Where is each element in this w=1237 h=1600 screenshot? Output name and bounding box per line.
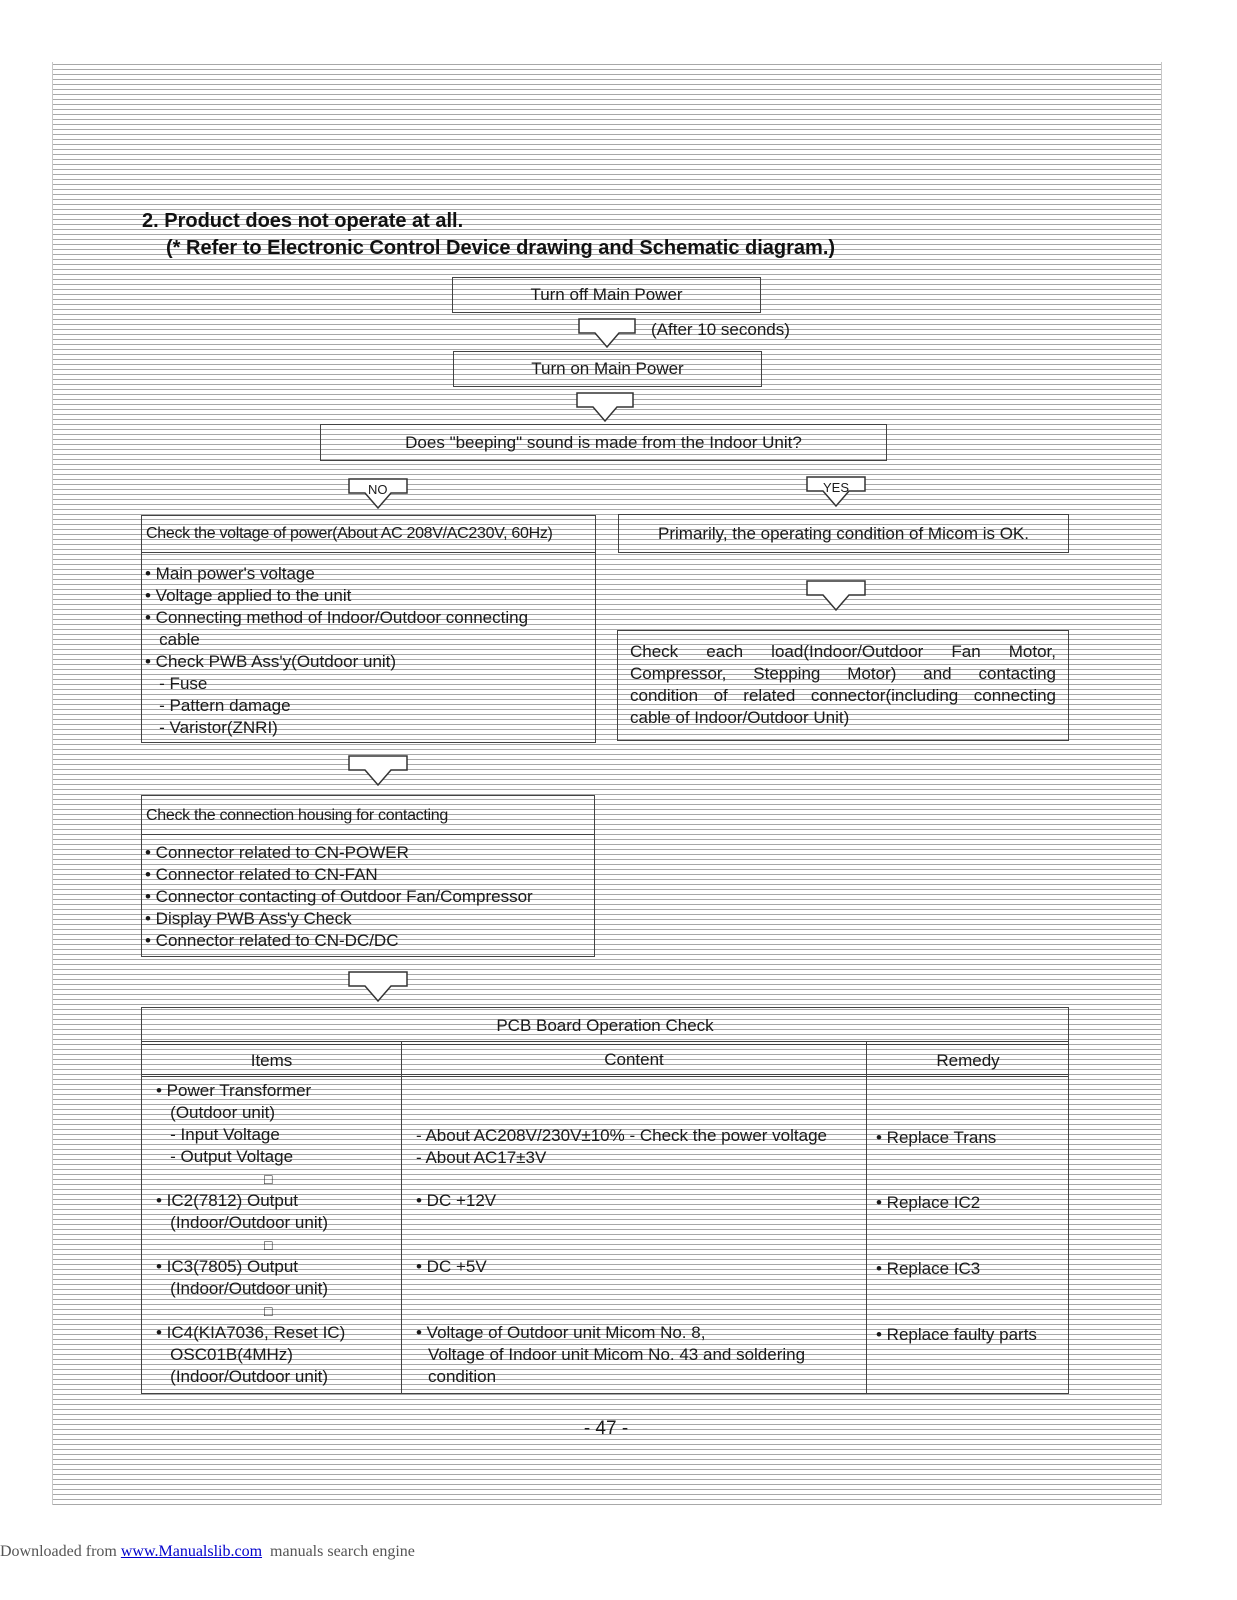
list-item: • Main power's voltage [145, 564, 315, 583]
beeping-question-text: Does "beeping" sound is made from the Indoor Unit? [405, 432, 802, 452]
table-item-line: □ [264, 1237, 273, 1253]
table-item-line: (Indoor/Outdoor unit) [156, 1279, 328, 1298]
ic4-content-3: condition [428, 1367, 497, 1386]
load-check-line: Compressor, Stepping Motor) and contacting [630, 664, 1056, 683]
beeping-question-box [320, 424, 887, 461]
down-arrow-icon [345, 752, 411, 788]
download-footer [0, 1543, 415, 1561]
list-item: • Connector related to CN-POWER [145, 843, 409, 862]
items-column [156, 1080, 396, 1388]
table-item-line: (Outdoor unit) [156, 1103, 276, 1122]
trans-content-2: - About AC17±3V [416, 1148, 547, 1167]
list-item: - Fuse [145, 674, 208, 693]
voltage-check-box [141, 515, 596, 743]
down-arrow-icon [575, 317, 639, 350]
section-subheading: (* Refer to Electronic Control Device drawing and Schematic diagram.) [166, 237, 836, 259]
list-item: • Voltage applied to the unit [145, 586, 352, 605]
list-item: • Connector related to CN-DC/DC [145, 931, 399, 950]
connection-check-box [141, 795, 595, 957]
ic2-content: • DC +12V [416, 1191, 497, 1210]
load-check-box [617, 630, 1069, 741]
table-item-line: • IC4(KIA7036, Reset IC) [156, 1323, 346, 1342]
page-number: - 47 - [583, 1418, 629, 1439]
table-item-line: □ [264, 1171, 273, 1187]
footer-suffix: manuals search engine [262, 1543, 415, 1560]
no-label: NO [368, 482, 388, 497]
micom-ok-box [618, 514, 1069, 553]
turn-off-power-text: Turn off Main Power [530, 285, 683, 304]
down-arrow-icon [345, 968, 411, 1004]
pcb-table-title: PCB Board Operation Check [496, 1016, 714, 1035]
table-item-line: (Indoor/Outdoor unit) [156, 1367, 328, 1386]
header-items: Items [250, 1051, 293, 1070]
down-arrow-icon [803, 577, 869, 613]
table-item-line: OSC01B(4MHz) [156, 1345, 293, 1364]
turn-off-power-box [452, 277, 761, 313]
table-item-line: - Input Voltage [156, 1125, 280, 1144]
list-item: • Connector contacting of Outdoor Fan/Compressor [145, 887, 533, 906]
list-item: - Pattern damage [145, 696, 291, 715]
turn-on-power-box [453, 351, 762, 387]
list-item: - Varistor(ZNRI) [145, 718, 278, 737]
ic4-content-1: • Voltage of Outdoor unit Micom No. 8, [416, 1323, 706, 1342]
trans-content-1: - About AC208V/230V±10% - Check the power voltage [416, 1126, 827, 1145]
manualslib-link[interactable]: www.Manualslib.com [120, 1543, 263, 1560]
table-item-line: (Indoor/Outdoor unit) [156, 1213, 328, 1232]
connection-check-list [145, 842, 533, 952]
ic3-remedy: • Replace IC3 [876, 1259, 981, 1278]
ic2-remedy: • Replace IC2 [876, 1193, 981, 1212]
trans-remedy: • Replace Trans [876, 1128, 997, 1147]
list-item: • Check PWB Ass'y(Outdoor unit) [145, 652, 397, 671]
table-item-line: • IC2(7812) Output [156, 1191, 299, 1210]
load-check-line: cable of Indoor/Outdoor Unit) [630, 708, 850, 727]
pcb-check-table [141, 1007, 1069, 1394]
section-heading: 2. Product does not operate at all. [142, 210, 464, 232]
load-check-line: Check each load(Indoor/Outdoor Fan Motor, [630, 642, 1056, 661]
footer-prefix: Downloaded from [0, 1543, 121, 1560]
list-item: • Connector related to CN-FAN [145, 865, 378, 884]
voltage-check-list [145, 563, 528, 739]
list-item: • Display PWB Ass'y Check [145, 909, 352, 928]
table-item-line: □ [264, 1303, 273, 1319]
ic4-remedy: • Replace faulty parts [876, 1325, 1037, 1344]
ic4-content-2: Voltage of Indoor unit Micom No. 43 and soldering [428, 1345, 806, 1364]
yes-label: YES [823, 480, 850, 495]
voltage-check-title: Check the voltage of power(About AC 208V/AC230V, 60Hz) [142, 516, 595, 553]
table-item-line: • IC3(7805) Output [156, 1257, 299, 1276]
header-content: Content [604, 1050, 664, 1069]
micom-ok-text: Primarily, the operating condition of Micom is OK. [658, 523, 1029, 543]
load-check-text [630, 641, 1056, 729]
header-remedy: Remedy [936, 1051, 1000, 1070]
list-item: • Connecting method of Indoor/Outdoor connecting [145, 608, 529, 627]
ic3-content: • DC +5V [416, 1257, 487, 1276]
turn-on-power-text: Turn on Main Power [531, 359, 684, 378]
table-item-line: • Power Transformer [156, 1081, 312, 1100]
list-item: cable [145, 630, 200, 649]
down-arrow-icon [573, 391, 637, 424]
wait-note: (After 10 seconds) [651, 320, 790, 339]
load-check-line: condition of related connector(including connecting [630, 686, 1056, 705]
connection-check-title: Check the connection housing for contacting [142, 796, 594, 835]
table-item-line: - Output Voltage [156, 1147, 294, 1166]
